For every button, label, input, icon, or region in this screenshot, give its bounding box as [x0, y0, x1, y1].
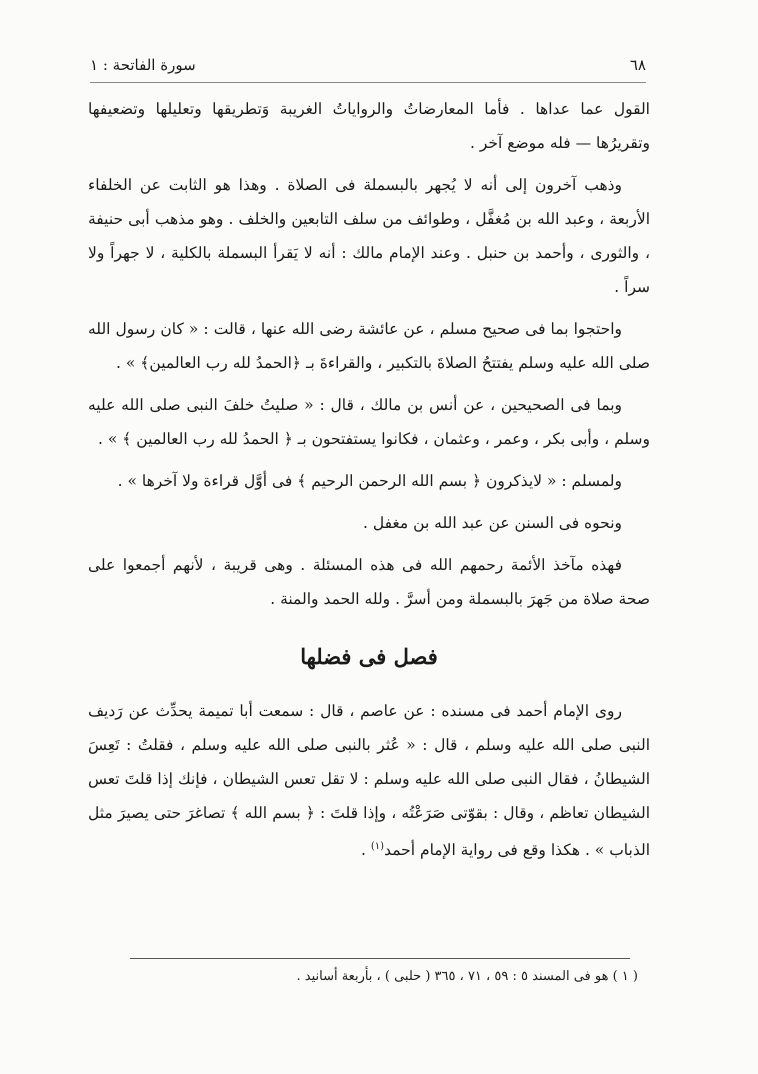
paragraph-5: ولمسلم : « لايذكرون ﴿ بسم الله الرحمن الرحيم ﴾ فى أوَّل قراءة ولا آخرها » . — [117, 472, 622, 490]
paragraph-4: وبما فى الصحيحين ، عن أنس بن مالك ، قال : « صليتُ خلفَ النبى صلى الله عليه وسلم ، وأبى بكر ، وعمر ، وعثمان ، فكانوا يستفتحون بـ ﴿ الحمدُ لله رب العالمين ﴾ » . — [88, 396, 650, 448]
paragraph-6: ونحوه فى السنن عن عبد الله بن مغفل . — [363, 514, 622, 532]
header-divider — [90, 82, 646, 83]
section-title: فصل فى فضلها — [300, 644, 438, 669]
footnote: ( ١ ) هو فى المسند ٥ : ٥٩ ، ٧١ ، ٣٦٥ ( حلبى ) ، بأربعة أسانيد . — [296, 969, 638, 984]
footnote-divider — [130, 958, 630, 959]
paragraph-1: القول عما عداها . فأما المعارضاتُ والرواياتُ الغريبة وَتطريقها وتعليلها وتضعيفها وتقريرُها — فله موضع آخر . — [88, 100, 650, 152]
paragraph-2: وذهب آخرون إلى أنه لا يُجهر بالبسملة فى الصلاة . وهذا هو الثابت عن الخلفاء الأربعة ، وعبد الله بن مُغفَّل ، وطوائف من سلف التابعين والخلف . وهو مذهب أبى حنيفة ، والثورى ، وأحمد بن حنبل . وعند الإمام مالك : أنه لا يَقرأ البسملة بالكلية ، لا جهراً ولا سراً . — [88, 176, 650, 296]
page-number: ٦٨ — [629, 56, 646, 74]
page-body — [88, 92, 650, 875]
paragraph-7: فهذه مآخذ الأئمة رحمهم الله فى هذه المسئلة . وهى قريبة ، لأنهم أجمعوا على صحة صلاة من جَهرَ بالبسملة ومن أسرَّ . ولله الحمد والمنة . — [88, 556, 650, 608]
chapter-title: سورة الفاتحة : ١ — [90, 56, 196, 74]
page-header — [90, 52, 646, 78]
paragraph-3: واحتجوا بما فى صحيح مسلم ، عن عائشة رضى الله عنها ، قالت : « كان رسول الله صلى الله عليه وسلم يفتتحُ الصلاةَ بالتكبير ، والقراءةَ بـ ﴿الحمدُ لله رب العالمين﴾ » . — [88, 320, 650, 372]
footnote-marker: (١) — [370, 841, 385, 852]
section-paragraph-text: روى الإمام أحمد فى مسنده : عن عاصم ، قال : سمعت أبا تميمة يحدِّث عن رَديف النبى صلى الله عليه وسلم ، قال : « عُثر بالنبى صلى الله عليه وسلم ، فقلتُ : تَعِسَ الشيطانُ ، فقال النبى صلى الله عليه وسلم : لا تقل تعس الشيطان ، فإنك إذا قلتَ تعس الشيطان تعاظم ، وقال : بقوّتى صَرَعْتُه ، وإذا قلتَ : ﴿ بسم الله ﴾ تصاغرَ حتى يصيرَ مثل الذباب » . هكذا وقع فى رواية الإمام أحمد — [88, 702, 650, 860]
section-paragraph: روى الإمام أحمد فى مسنده : عن عاصم ، قال : سمعت أبا تميمة يحدِّث عن رَديف النبى صلى الله عليه وسلم ، قال : « عُثر بالنبى صلى الله عليه وسلم ، فقلتُ : تَعِسَ الشيطانُ ، فقال النبى صلى الله عليه وسلم : لا تقل تعس الشيطان ، فإنك إذا قلتَ تعس الشيطان تعاظم ، وقال : بقوّتى صَرَعْتُه ، وإذا قلتَ : ﴿ بسم الله ﴾ تصاغرَ حتى يصيرَ مثل الذباب » . هكذا وقع فى رواية الإمام أحمد$^{(١)}$ . — [88, 702, 650, 860]
